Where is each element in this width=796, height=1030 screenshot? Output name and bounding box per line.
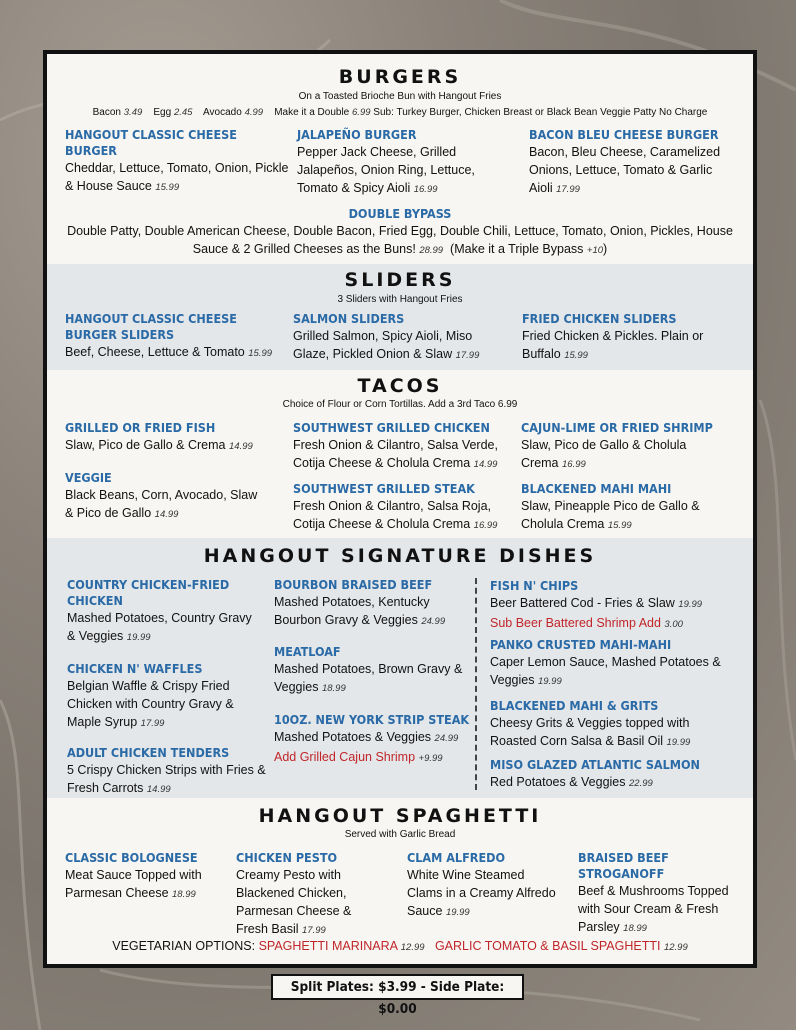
menu-item: ADULT CHICKEN TENDERS 5 Crispy Chicken Strips with Fries & Fresh Carrots 14.99 xyxy=(67,745,266,795)
menu-item-double-bypass: DOUBLE BYPASS Double Patty, Double American Cheese, Double Bacon, Fried Egg, Double Chili, Lettuce, Tomato, Onion, Pickles, House Sauce & 2 Grilled Cheeses as the Buns! 28.99 (Make it a Triple Bypass +10) xyxy=(67,206,733,256)
menu-item: BLACKENED MAHI MAHI Slaw, Pineapple Pico de Gallo & Cholula Crema 15.99 xyxy=(521,481,700,531)
menu-item: HANGOUT CLASSIC CHEESE BURGER Cheddar, Lettuce, Tomato, Onion, Pickle & House Sauce 15.99 xyxy=(65,127,289,193)
menu-item: HANGOUT CLASSIC CHEESE BURGER SLIDERS Beef, Cheese, Lettuce & Tomato 15.99 xyxy=(65,311,273,359)
menu-item: GRILLED OR FRIED FISH Slaw, Pico de Gallo & Crema 14.99 xyxy=(65,420,253,452)
menu-item: MISO GLAZED ATLANTIC SALMON Red Potatoes & Veggies 22.99 xyxy=(490,757,700,789)
sliders-subtitle: 3 Sliders with Hangout Fries xyxy=(337,294,463,305)
menu-item: CHICKEN PESTO Creamy Pesto with Blackened Chicken, Parmesan Cheese & Fresh Basil 17.99 xyxy=(236,850,352,936)
spaghetti-title: HANGOUT SPAGHETTI xyxy=(258,805,542,827)
menu-item: MEATLOAF Mashed Potatoes, Brown Gravy & Veggies 18.99 xyxy=(274,644,463,694)
spaghetti-subtitle: Served with Garlic Bread xyxy=(344,829,456,840)
menu-item: VEGGIE Black Beans, Corn, Avocado, Slaw & Pico de Gallo 14.99 xyxy=(65,470,258,520)
menu-item: CAJUN-LIME OR FRIED SHRIMP Slaw, Pico de Gallo & Cholula Crema 16.99 xyxy=(521,420,713,470)
signature-title: HANGOUT SIGNATURE DISHES xyxy=(203,545,597,567)
tacos-title: TACOS xyxy=(357,375,443,397)
menu-item: 10OZ. NEW YORK STRIP STEAK Mashed Potatoes & Veggies 24.99 Add Grilled Cajun Shrimp +9.99 xyxy=(274,712,470,764)
menu-item: SALMON SLIDERS Grilled Salmon, Spicy Aioli, Miso Glaze, Pickled Onion & Slaw 17.99 xyxy=(293,311,480,361)
menu-item: CHICKEN N' WAFFLES Belgian Waffle & Crispy Fried Chicken with Country Gravy & Maple Syrup 17.99 xyxy=(67,661,234,729)
tacos-subtitle: Choice of Flour or Corn Tortillas. Add a 3rd Taco 6.99 xyxy=(282,399,518,410)
menu-item: JALAPEÑO BURGER Pepper Jack Cheese, Grilled Jalapeños, Onion Ring, Lettuce, Tomato & Spicy Aioli 16.99 xyxy=(297,127,475,195)
menu-item: BLACKENED MAHI & GRITS Cheesy Grits & Veggies topped with Roasted Corn Salsa & Basil Oil 19.99 xyxy=(490,698,691,748)
menu-item: BRAISED BEEF STROGANOFF Beef & Mushrooms Topped with Sour Cream & Fresh Parsley 18.99 xyxy=(578,850,729,934)
split-plates-notice: Split Plates: $3.99 - Side Plate: $0.00 xyxy=(271,974,524,1000)
burgers-addons: Bacon 3.49 Egg 2.45 Avocado 4.99 Make it a Double 6.99 Sub: Turkey Burger, Chicken Breast or Black Bean Veggie Patty No Charge xyxy=(92,107,708,118)
burgers-title: BURGERS xyxy=(338,66,462,88)
vegetarian-options: VEGETARIAN OPTIONS: SPAGHETTI MARINARA 12.99 GARLIC TOMATO & BASIL SPAGHETTI 12.99 xyxy=(112,939,688,953)
menu-item: PANKO CRUSTED MAHI-MAHI Caper Lemon Sauce, Mashed Potatoes & Veggies 19.99 xyxy=(490,637,721,687)
sliders-title: SLIDERS xyxy=(344,269,456,291)
menu-item: CLASSIC BOLOGNESE Meat Sauce Topped with Parmesan Cheese 18.99 xyxy=(65,850,202,900)
menu-item: SOUTHWEST GRILLED STEAK Fresh Onion & Cilantro, Salsa Roja, Cotija Cheese & Cholula Crema 16.99 xyxy=(293,481,498,531)
menu-item: BOURBON BRAISED BEEF Mashed Potatoes, Kentucky Bourbon Gravy & Veggies 24.99 xyxy=(274,577,446,627)
menu-item: SOUTHWEST GRILLED CHICKEN Fresh Onion & Cilantro, Salsa Verde, Cotija Cheese & Cholula Crema 14.99 xyxy=(293,420,498,470)
menu-item: COUNTRY CHICKEN-FRIED CHICKEN Mashed Potatoes, Country Gravy & Veggies 19.99 xyxy=(67,577,252,643)
menu-card xyxy=(43,50,757,968)
menu-item: BACON BLEU CHEESE BURGER Bacon, Bleu Cheese, Caramelized Onions, Lettuce, Tomato & Garlic Aioli 17.99 xyxy=(529,127,721,195)
burgers-subtitle: On a Toasted Brioche Bun with Hangout Fries xyxy=(298,91,502,102)
column-divider xyxy=(475,578,477,790)
menu-item: FISH N' CHIPS Beer Battered Cod - Fries & Slaw 19.99 Sub Beer Battered Shrimp Add 3.00 xyxy=(490,578,703,630)
menu-item: FRIED CHICKEN SLIDERS Fried Chicken & Pickles. Plain or Buffalo 15.99 xyxy=(522,311,704,361)
menu-item: CLAM ALFREDO White Wine Steamed Clams in a Creamy Alfredo Sauce 19.99 xyxy=(407,850,556,918)
